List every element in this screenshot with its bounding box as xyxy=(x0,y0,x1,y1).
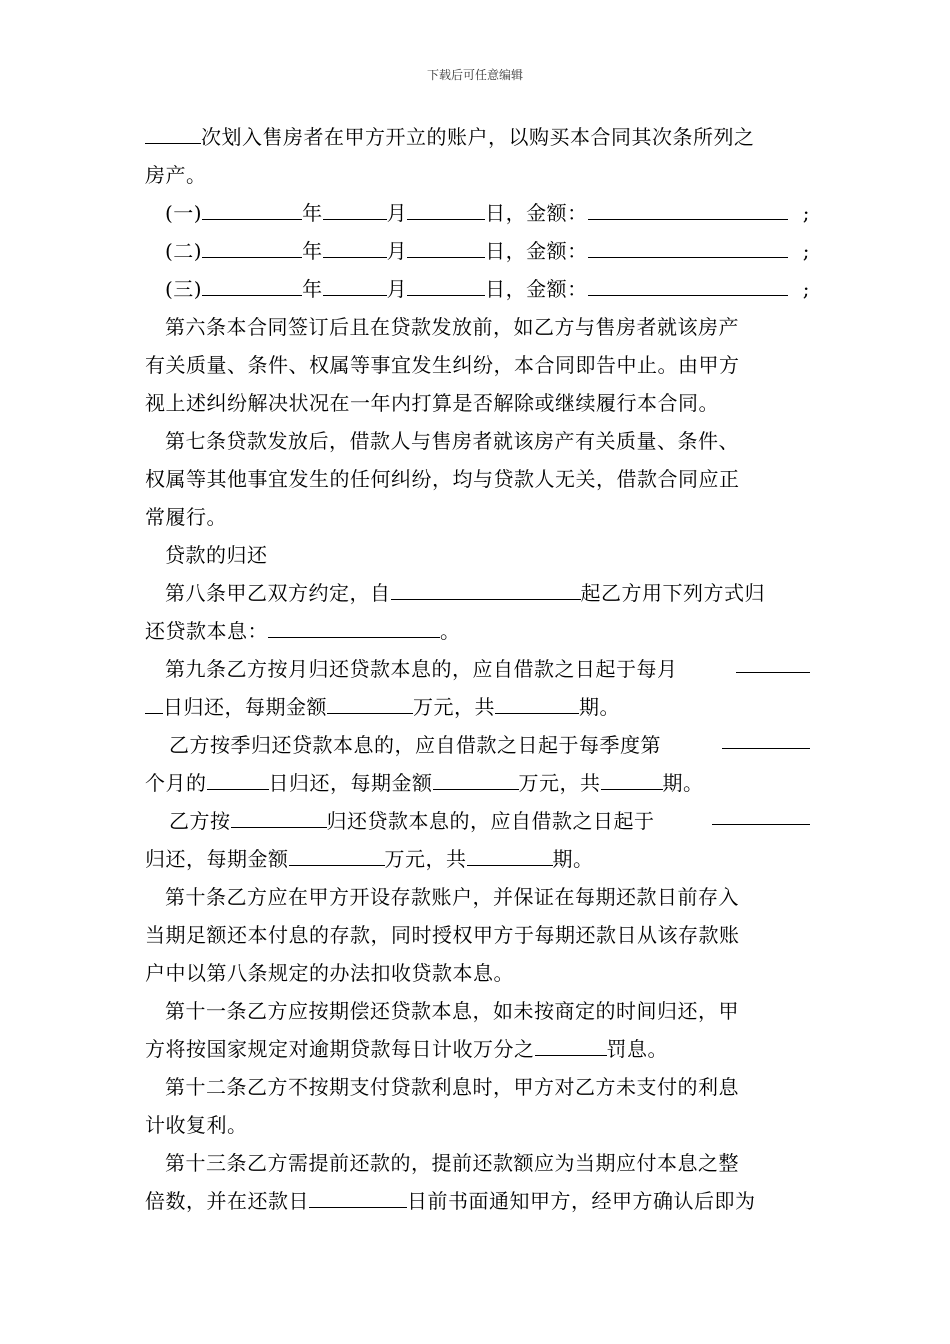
blank-field xyxy=(407,273,485,296)
blank-field xyxy=(202,235,302,258)
article-8-line-1: 第八条甲乙双方约定，自 起乙方用下列方式归 xyxy=(145,574,810,612)
blank-field xyxy=(407,235,485,258)
blank-field xyxy=(588,235,788,258)
blank-field xyxy=(495,691,579,714)
article-10-line-1: 第十条乙方应在甲方开设存款账户，并保证在每期还款日前存入 xyxy=(165,885,739,909)
blank-field xyxy=(323,273,387,296)
article-11-line-1: 第十一条乙方应按期偿还贷款本息，如未按商定的时间归还，甲 xyxy=(165,999,739,1023)
article-13-line-2: 倍数，并在还款日 日前书面通知甲方，经甲方确认后即为 xyxy=(145,1182,810,1220)
blank-field xyxy=(712,802,810,825)
blank-field xyxy=(145,691,163,714)
line-1: 次划入售房者在甲方开立的账户，以购买本合同其次条所列之 xyxy=(145,118,810,156)
blank-field xyxy=(588,273,788,296)
blank-field xyxy=(268,615,440,638)
blank-field xyxy=(722,726,810,749)
article-6-line-3: 视上述纠纷解决状况在一年内打算是否解除或继续履行本合同。 xyxy=(145,391,719,415)
article-8-line-2: 还贷款本息： 。 xyxy=(145,612,810,650)
blank-field xyxy=(231,805,327,828)
quarterly-line-1: 乙方按季归还贷款本息的，应自借款之日起于每季度第 xyxy=(145,726,810,764)
blank-field xyxy=(207,767,269,790)
article-13-line-1: 第十三条乙方需提前还款的，提前还款额应为当期应付本息之整 xyxy=(165,1151,739,1175)
article-7-line-3: 常履行。 xyxy=(145,505,227,529)
blank-field xyxy=(309,1185,407,1208)
line-2: 房产。 xyxy=(145,163,207,187)
article-12-line-1: 第十二条乙方不按期支付贷款利息时，甲方对乙方未支付的利息 xyxy=(165,1075,739,1099)
article-7-line-2: 权属等其他事宜发生的任何纠纷，均与贷款人无关，借款合同应正 xyxy=(145,467,740,491)
article-9-line-1: 第九条乙方按月归还贷款本息的，应自借款之日起于每月 xyxy=(145,650,810,688)
article-9-line-2: 日归还，每期金额 万元，共 期。 xyxy=(145,688,810,726)
installment-2: (二) 年 月 日，金额： ; xyxy=(145,232,810,270)
article-10-line-2: 当期足额还本付息的存款，同时授权甲方于每期还款日从该存款账 xyxy=(145,923,740,947)
blank-field xyxy=(202,273,302,296)
blank-field xyxy=(407,197,485,220)
article-12-line-2: 计收复利。 xyxy=(145,1113,248,1137)
installment-1: (一) 年 月 日，金额： ; xyxy=(145,194,810,232)
article-6-line-1: 第六条本合同签订后且在贷款发放前，如乙方与售房者就该房产 xyxy=(165,315,739,339)
installment-3: (三) 年 月 日，金额： ; xyxy=(145,270,810,308)
blank-field xyxy=(391,577,581,600)
blank-field xyxy=(535,1033,607,1056)
blank-field xyxy=(202,197,302,220)
article-7-line-1: 第七条贷款发放后，借款人与售房者就该房产有关质量、条件、 xyxy=(165,429,739,453)
blank-field xyxy=(433,767,519,790)
blank-field xyxy=(601,767,663,790)
article-10-line-3: 户中以第八条规定的办法扣收贷款本息。 xyxy=(145,961,514,985)
blank-field xyxy=(323,197,387,220)
section-heading: 贷款的归还 xyxy=(165,543,268,567)
blank-field xyxy=(467,843,553,866)
quarterly-line-2: 个月的 日归还，每期金额 万元，共 期。 xyxy=(145,764,810,802)
blank-field xyxy=(145,121,201,144)
article-11-line-2: 方将按国家规定对逾期贷款每日计收万分之 罚息。 xyxy=(145,1030,810,1068)
blank-field xyxy=(289,843,385,866)
other-method-line-1: 乙方按 归还贷款本息的，应自借款之日起于 xyxy=(145,802,810,840)
blank-field xyxy=(323,235,387,258)
page-header: 下载后可任意编辑 xyxy=(426,68,523,82)
blank-field xyxy=(588,197,788,220)
other-method-line-2: 归还，每期金额 万元，共 期。 xyxy=(145,840,810,878)
blank-field xyxy=(327,691,413,714)
article-6-line-2: 有关质量、条件、权属等事宜发生纠纷，本合同即告中止。由甲方 xyxy=(145,353,740,377)
contract-body xyxy=(145,118,810,1220)
blank-field xyxy=(736,650,810,673)
